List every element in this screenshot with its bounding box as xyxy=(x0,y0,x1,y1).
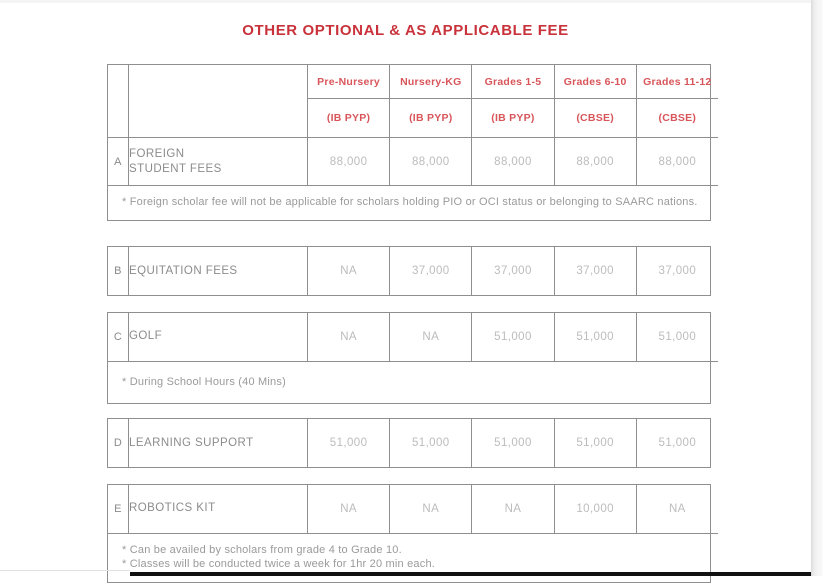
row-e-value-0: NA xyxy=(308,485,390,533)
header-blank-letter-cell xyxy=(108,65,129,138)
row-c-value-3: 51,000 xyxy=(554,313,636,361)
row-d-value-4: 51,000 xyxy=(636,419,718,467)
row-label-d: LEARNING SUPPORT xyxy=(129,419,308,467)
fee-block-equitation-fees xyxy=(107,246,711,296)
row-a-value-1: 88,000 xyxy=(390,138,472,186)
header-curriculum-4: (CBSE) xyxy=(636,99,718,138)
header-grade-4: Grades 11-12 xyxy=(636,65,718,99)
row-label-c: GOLF xyxy=(129,313,308,361)
row-c-value-0: NA xyxy=(308,313,390,361)
row-c-value-1: NA xyxy=(390,313,472,361)
header-curriculum-1: (IB PYP) xyxy=(390,99,472,138)
row-c-note-0: * During School Hours (40 Mins) xyxy=(122,375,286,388)
row-e-value-4: NA xyxy=(636,485,718,533)
row-letter-e: E xyxy=(108,485,129,533)
row-a-value-3: 88,000 xyxy=(554,138,636,186)
row-d-value-3: 51,000 xyxy=(554,419,636,467)
row-c-value-4: 51,000 xyxy=(636,313,718,361)
table-note-row xyxy=(108,186,718,220)
fee-table-row-d xyxy=(108,419,718,467)
row-a-value-4: 88,000 xyxy=(636,138,718,186)
header-curriculum-0: (IB PYP) xyxy=(308,99,390,138)
row-a-note-0: * Foreign scholar fee will not be applicable for scholars holding PIO or OCI status or belonging to SAARC nations. xyxy=(122,196,698,208)
row-b-value-4: 37,000 xyxy=(636,247,718,295)
page-bottom-hairline xyxy=(0,570,130,571)
row-a-value-2: 88,000 xyxy=(472,138,554,186)
row-c-note-cell xyxy=(108,361,718,403)
row-e-note-1: * Classes will be conducted twice a week for 1hr 20 min each. xyxy=(122,558,436,570)
row-d-value-2: 51,000 xyxy=(472,419,554,467)
page-title: OTHER OPTIONAL & AS APPLICABLE FEE xyxy=(242,22,569,39)
fee-table-row-c xyxy=(108,313,718,403)
table-row xyxy=(108,313,718,361)
fee-block-robotics-kit xyxy=(107,484,711,583)
row-b-value-2: 37,000 xyxy=(472,247,554,295)
row-e-value-3: 10,000 xyxy=(554,485,636,533)
page-top-edge xyxy=(0,0,811,3)
table-row xyxy=(108,138,718,186)
row-letter-d: D xyxy=(108,419,129,467)
header-grade-1: Nursery-KG xyxy=(390,65,472,99)
page-right-edge xyxy=(811,0,823,576)
row-e-value-1: NA xyxy=(390,485,472,533)
table-row xyxy=(108,485,718,533)
header-curriculum-2: (IB PYP) xyxy=(472,99,554,138)
row-label-a-line2: STUDENT FEES xyxy=(129,162,222,175)
row-letter-b: B xyxy=(108,247,129,295)
header-grade-2: Grades 1-5 xyxy=(472,65,554,99)
fee-table-row-b xyxy=(108,247,718,295)
header-grade-3: Grades 6-10 xyxy=(554,65,636,99)
fee-table-row-e xyxy=(108,485,718,582)
row-letter-a: A xyxy=(108,138,129,186)
table-header-row-grades xyxy=(108,65,718,99)
table-row xyxy=(108,247,718,295)
row-b-value-0: NA xyxy=(308,247,390,295)
fee-table-header-and-row-a xyxy=(108,65,718,220)
table-note-row xyxy=(108,361,718,403)
row-d-value-0: 51,000 xyxy=(308,419,390,467)
header-blank-label-cell xyxy=(129,65,308,138)
row-c-value-2: 51,000 xyxy=(472,313,554,361)
header-curriculum-3: (CBSE) xyxy=(554,99,636,138)
row-label-a-line1: FOREIGN xyxy=(129,147,185,160)
row-b-value-3: 37,000 xyxy=(554,247,636,295)
fee-block-foreign-student-fees xyxy=(107,64,711,221)
row-d-value-1: 51,000 xyxy=(390,419,472,467)
bottom-dark-band xyxy=(130,572,823,576)
row-letter-c: C xyxy=(108,313,129,361)
row-b-value-1: 37,000 xyxy=(390,247,472,295)
fee-block-golf xyxy=(107,312,711,404)
row-label-a xyxy=(129,138,308,186)
fee-block-learning-support xyxy=(107,418,711,468)
row-e-note-0: * Can be availed by scholars from grade 4 to Grade 10. xyxy=(122,543,402,556)
row-a-note-cell xyxy=(108,186,718,220)
row-label-b: EQUITATION FEES xyxy=(129,247,308,295)
row-label-e: ROBOTICS KIT xyxy=(129,485,308,533)
row-e-value-2: NA xyxy=(472,485,554,533)
header-grade-0: Pre-Nursery xyxy=(308,65,390,99)
table-row xyxy=(108,419,718,467)
row-a-value-0: 88,000 xyxy=(308,138,390,186)
